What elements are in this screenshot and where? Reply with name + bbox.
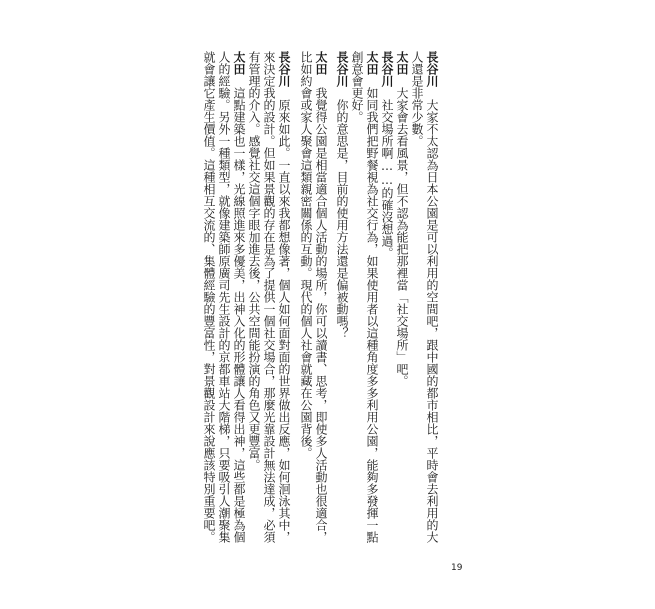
text-line [365,51,378,543]
text-line [410,51,423,147]
speaker-label: 太田 [395,51,409,75]
text-line [232,51,245,543]
page-number: 19 [451,563,463,573]
text-line [262,51,275,543]
speaker-label: 長谷川 [335,51,349,87]
text-line [350,51,363,123]
speaker-label: 長谷川 [277,51,291,87]
dialogue-text: 如同我們把野餐視為社交行為，如果使用者以這種角度多多利用公園，能夠多發揮一點 [365,87,379,543]
dialogue-text: 創意會更好。 [350,51,364,123]
dialogue-text: 我覺得公園是相當適合個人活動的場所，你可以讀書、思考，即使多人活動也很適合， [314,87,328,543]
speaker-label: 長谷川 [425,51,439,87]
speaker-label: 太田 [365,51,379,75]
dialogue-text: 人還是非常少數。 [410,51,424,147]
dialogue-text: 大家不太認為日本公園是可以利用的空間吧，跟中國的都市相比，平時會去利用的大 [425,99,439,543]
text-line [217,51,230,543]
text-line [425,51,438,543]
dialogue-text: 來決定我的設計。但如果景觀的存在是為了提供一個社交場合，那麼光靠設計無法達成，必須 [262,51,276,543]
dialogue-text: 大家會去看風景，但不認為能把那裡當「社交場所」吧。 [395,87,409,387]
text-line [202,51,215,543]
text-line [380,51,393,259]
text-line [314,51,327,543]
text-line [299,51,312,459]
speaker-label: 長谷川 [380,51,394,87]
speaker-label: 太田 [314,51,328,75]
dialogue-text: 比如約會或家人聚會這類親密關係的互動。現代的個人社會就藏在公園背後。 [299,51,313,459]
text-line [277,51,290,543]
dialogue-text: 這點建築也一樣，光線照進來多優美，出神入化的形體讓人看得出神，這些都是極為個 [232,87,246,543]
dialogue-text: 原來如此。一直以來我都想像著，個人如何面對面的世界做出反應，如何洄泳其中， [277,99,291,543]
dialogue-text: 人的經驗。另外一種類型，就像建築師原廣司先生設計的京都車站大階梯，只要吸引人潮聚集 [217,51,231,543]
text-line [247,51,260,471]
dialogue-text: 就會讓它產生價值。這種相互交流的、集體經驗的豐富性，對景觀設計來說應該特別重要吧。 [202,51,216,543]
dialogue-text: 你的意思是，目前的使用方法還是偏被動嗎？ [335,99,349,339]
dialogue-text: 有管理的介入。感覺社交這個字眼加進去後，公共空間能扮演的角色又更豐富。 [247,51,261,471]
text-line [335,51,348,339]
dialogue-text: 社交場所啊……的確沒想過。 [380,99,394,259]
speaker-label: 太田 [232,51,246,75]
text-line [395,51,408,387]
